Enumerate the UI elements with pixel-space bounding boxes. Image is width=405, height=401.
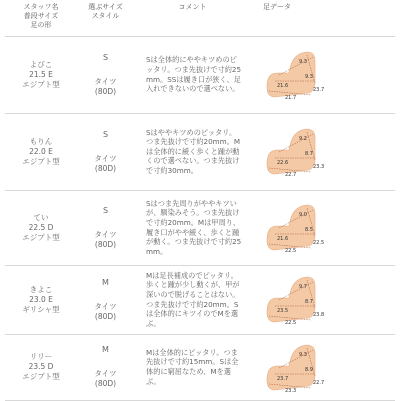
staff-cell (5, 190, 77, 265)
staff-name: よぴこ (29, 59, 53, 69)
chosen-size: S (102, 52, 109, 62)
table-row (5, 334, 395, 401)
foot-diagram (263, 340, 323, 395)
foot-measure-c: 23.3 (313, 164, 325, 170)
foot-measure-a: 9.7 (299, 284, 307, 290)
table-row (5, 113, 395, 191)
foot-shape: エジプト型 (22, 156, 60, 166)
chosen-style: タイツ (80D) (94, 301, 117, 321)
comment-cell (138, 334, 247, 400)
foot-measure-a: 9.3 (299, 352, 307, 358)
table-row (5, 190, 395, 266)
header-staff: スタッフ名 普段サイズ 足の形 (23, 3, 59, 29)
comment-text: Sはややキツめのピッタリ。つま先抜けで寸約20mm。Mは全体的に緩く歩くと踵が動くので選べない。つま先抜けで寸約30mm。 (146, 127, 241, 175)
staff-name: もりん (29, 136, 53, 146)
foot-measure-b: 8.9 (305, 367, 313, 373)
chosen-style: タイツ (80D) (94, 76, 117, 96)
foot-measure-instep: 23.3 (285, 388, 297, 394)
foot-measure-c: 22.5 (313, 240, 325, 246)
foot-measure-d: 22.6 (277, 160, 289, 166)
chosen-style: タイツ (80D) (94, 369, 117, 388)
staff-size: 23.5 D (28, 362, 54, 371)
foot-measure-d: 23.5 (277, 308, 289, 314)
foot-diagram (263, 272, 323, 327)
staff-size: 22.0 E (29, 146, 53, 156)
comment-text: Sはつま先周りがややキツいが、馴染みそう。つま先抜けで寸約20mm。Mは甲周り、履き口がやや緩く、歩くと踵が動く。つま先抜けで寸約25mm。 (146, 198, 242, 256)
foot-data-cell (253, 265, 395, 334)
foot-measure-b: 8.5 (305, 227, 313, 233)
chosen-size: S (102, 129, 109, 139)
foot-measure-c: 22.7 (313, 380, 325, 386)
header-comment: コメント (178, 3, 207, 11)
comment-text: Mは足長補成のでピッタリ。歩くと踵が少し動くが、甲が深いので脱げることはない。つま先抜けで寸約20mm。Sは全体的にキツイのでMを選ぶ。 (146, 270, 240, 328)
foot-shape: エジプト型 (22, 79, 60, 89)
comment-cell (138, 265, 247, 334)
foot-measure-d: 23.7 (277, 376, 289, 382)
style-cell (77, 36, 134, 113)
table-row (5, 36, 395, 114)
staff-size: 22.5 D (28, 222, 54, 232)
foot-measure-c: 23.7 (313, 87, 325, 93)
foot-measure-instep: 22.5 (285, 248, 297, 254)
style-cell (77, 265, 134, 334)
foot-measure-d: 21.6 (277, 236, 289, 242)
comment-cell (138, 113, 247, 190)
foot-diagram (263, 47, 323, 102)
foot-measure-b: 9.3 (305, 74, 313, 80)
staff-cell (5, 36, 77, 113)
style-cell (77, 190, 134, 265)
staff-size: 21.5 E (29, 69, 53, 79)
foot-diagram (263, 124, 323, 179)
header-style: 選ぶサイズ スタイル (88, 3, 123, 20)
staff-name: てい (33, 212, 49, 222)
comment-cell (138, 190, 247, 265)
comment-cell (138, 36, 247, 113)
foot-shape: エジプト型 (22, 372, 60, 381)
foot-shape: エジプト型 (22, 232, 60, 242)
header-foot: 足データ (263, 3, 291, 11)
chosen-size: M (102, 277, 109, 287)
comment-text: Mは全体的にピッタリ。つま先抜けで寸約15mm。Sは全体的に窮屈なため、Mを選ぶ。 (146, 347, 239, 386)
chosen-size: S (102, 205, 109, 215)
foot-measure-d: 21.6 (277, 83, 289, 89)
foot-measure-c: 23.8 (313, 312, 325, 318)
style-cell (77, 113, 134, 190)
table-row (5, 265, 395, 335)
chosen-style: タイツ (80D) (94, 229, 117, 249)
foot-data-cell (253, 334, 395, 400)
table-header (5, 0, 395, 37)
foot-data-cell (253, 113, 395, 190)
foot-measure-instep: 21.7 (285, 95, 297, 101)
staff-size: 23.0 E (29, 294, 53, 304)
foot-data-cell (253, 190, 395, 265)
foot-measure-instep: 22.7 (285, 172, 297, 178)
staff-cell (5, 334, 77, 400)
chosen-size: M (102, 345, 109, 354)
foot-measure-a: 9.2 (299, 136, 307, 142)
foot-measure-a: 9.0 (299, 212, 307, 218)
foot-shape: ギリシャ型 (22, 304, 60, 314)
comment-text: Sは全体的にややキツめのピッタリ。つま先抜けで寸約25mm。SSは履き口が狭く、足入れできないので選べない。 (146, 55, 242, 94)
staff-cell (5, 265, 77, 334)
style-cell (77, 334, 134, 400)
foot-data-cell (253, 36, 395, 113)
staff-name: きよこ (29, 284, 53, 294)
foot-measure-b: 8.7 (305, 299, 313, 305)
chosen-style: タイツ (80D) (94, 153, 117, 173)
foot-measure-instep: 22.5 (285, 320, 297, 326)
foot-measure-b: 8.7 (305, 151, 313, 157)
foot-diagram (263, 200, 323, 255)
staff-name: リリー (29, 352, 53, 361)
foot-measure-a: 9.3 (299, 59, 307, 65)
staff-cell (5, 113, 77, 190)
